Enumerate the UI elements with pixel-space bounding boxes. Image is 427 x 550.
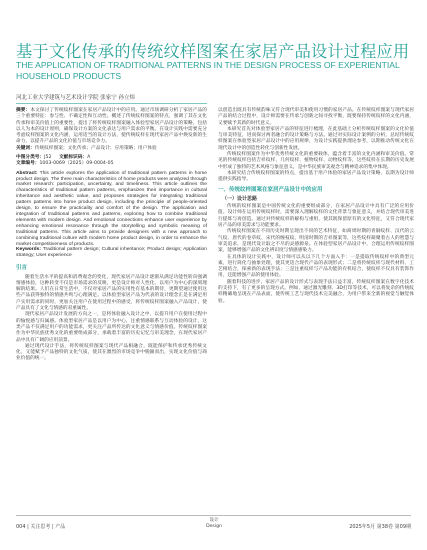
- body-paragraph-7: 在具体的设计实践中，设计师可以从以下几个方面入手：一是提取传统纹样中的典型元素，进行简化与抽象处理，使其更适合现代产品的表现形式；二是将传统纹样与现代材料、工艺相结合，探索新的表现手法；三是注重纹样与产品功能的有机结合，使纹样不仅具有装饰作用，还能增强产品的使用体验。: [218, 254, 414, 279]
- right-column: [218, 108, 414, 305]
- abstract-zh: [16, 108, 207, 146]
- intro-heading: 引言: [16, 265, 28, 272]
- clc-label: 中图分类号：: [16, 155, 45, 161]
- footer-right: 2025年5月 第38卷 第09期: [349, 524, 411, 530]
- title-en: THE APPLICATION OF TRADITIONAL PATTERNS IN THE DESIGN PROCESS OF EXPERIENTIAL HOUSEHOLD PRODUCTS: [16, 60, 400, 81]
- keywords-zh-label: 关键词：: [16, 145, 35, 151]
- body-paragraph-1: 以创造出既具有传统韵味又符合现代审美和使用习惯的家居产品。在传统纹样图案与现代家居产品的结合过程中，设计师需要在传承与创新之间寻找平衡，既要保持传统纹样的文化内涵，又要赋予其新的时代意义。: [218, 108, 414, 126]
- intro-paragraph-3: 通过现代设计手法，将传统纹样图案与现代产品相融合，既能保护和传承优秀传统文化，又能赋予产品独特的文化气质，使其在激烈的市场竞争中脱颖而出，实现文化价值与商业价值的统一。: [16, 343, 207, 362]
- abstract-en-text: This article explores the application of traditional pattern patterns in home product design. The three main characteristics of home products were analyzed through market research: participation, uncertainty, and timeliness. This article outlines the characteristics of traditional pattern patterns, emphasizes their importance in cultural inheritance and aesthetic value, and proposes strategies for integrating traditional pattern patterns into home product design, including the principle of people-oriented design, to ensure the practicality and comfort of the design. The application and integration of traditional patterns and patterns, exploring how to combine traditional elements with modern design. And emotional connections enhance user experience by enhancing emotional resonance through the storytelling and symbolic meaning of traditional patterns. This article aims to provide designers with a new approach to combining traditional culture with modern home product design, in order to enhance the market competitiveness of products.: [16, 170, 207, 247]
- abstract-en-label: Abstract:: [16, 170, 38, 176]
- keywords-zh-text: 传统纹样图案；文化传承；产品设计；应用策略；用户体验: [34, 145, 157, 151]
- body-paragraph-2: 本研究首先对体验型家居产品的特征进行梳理，在此基础上分析传统纹样图案的文化价值与审美特征，进而探讨两者融合的设计策略与方法。通过对实际设计案例的分析，总结传统纹样图案在体验型家居产品设计中的应用规律，为设计实践提供理论参考，以期推动传统文化在现代设计中的创造性转化与创新性发展。: [218, 126, 414, 151]
- body-paragraph-4: 本研究结合传统纹样图案的特点，提出基于用户体验的家居产品设计策略，以期为设计师提供实践指导。: [218, 170, 414, 183]
- title-zh: 基于文化传承的传统纹样图案在家居产品设计过程应用: [16, 42, 410, 61]
- footer-journal-logo: [200, 518, 228, 529]
- doc-code-label: 文献标识码：: [58, 155, 88, 161]
- article-no-value: 1003-0069（2025）09-0004-05: [39, 161, 114, 167]
- top-rule: [16, 103, 207, 104]
- footer-left: 004 | 关注思考 | 产品: [16, 524, 66, 530]
- abstract-zh-text: 本文探讨了传统纹样图案在家居产品设计中的应用。通过市场调研分析了家居产品的三个重要特征：参与性、不确定性和互动性。概述了传统纹样图案的特点，强调了其在文化传承和审美价值上的重要性，提出了将传统纹样图案融入体验型家居产品设计的策略，包括以人为本的设计原则，确保设计方案的文化表达与用户需求的平衡。在设计实践中需要充分考虑纹样图案的文化内涵，运用适当的设计方法，使传统纹样在现代家居产品中焕发新的生命力，以提升产品的文化价值与市场竞争力。: [16, 108, 207, 145]
- clc-value: J52: [44, 155, 52, 161]
- keywords-en-text: Traditional pattern design; Cultural inheritance; Product design; Application strategy; User experience: [16, 247, 207, 259]
- keywords-en-label: Keywords:: [16, 247, 42, 253]
- article-no-label: 文章编号：: [16, 161, 40, 167]
- body-paragraph-3: 传统纹样图案作为中华优秀传统文化的重要载体，蕴含着丰富的文化内涵和审美价值。常见的传统纹样包括吉祥纹样、几何纹样、植物纹样、动物纹样等，这些纹样在长期的历史发展中形成了独特的艺术风格与象征意义，是中华民族审美观念与精神追求的集中体现。: [218, 152, 414, 170]
- keywords-en: [16, 247, 207, 259]
- intro-paragraph-1: 随着生活水平的提高和消费观念的变化，现代家居产品设计逐渐从满足功能性转向强调情感体验，这种转变不仅是市场需求的反映，更是设计师对人性化、以用户为中心的深刻理解的结果。人们在日常生活中，不仅对家居产品的实用性有基本的期待，更期望通过使用这些产品获得独特的情感共鸣与心理满足。以体验型家居产品为代表的设计理念正是在满足用户实用需求的同时，更加关注用户在使用过程中的感受，将传统纹样图案融入产品设计，使产品具有了文化与情感的双重属性。: [16, 274, 207, 312]
- abstract-zh-label: 摘要：: [16, 108, 31, 113]
- footer-rule: [16, 515, 411, 516]
- intro-paragraph-2: 现代家居产品设计发展的方向之一，是将体验融入设计之中，以提升用户在使用过程中的愉悦感与归属感。体验型家居产品是以用户为中心，注重情感联系与互动体验的设计，这类产品不仅满足用户的功能需求，更关注产品所传达的文化意义与情感价值。传统纹样图案作为中华民族优秀文化的重要组成部分，承载着丰富的历史记忆与审美理念，在现代家居产品中具有广阔的应用前景。: [16, 312, 207, 343]
- body-paragraph-8: 随着科技的进步，家居产品的设计形式与表现手法日益丰富，传统纹样图案在数字化技术的支持下，有了更多的呈现方式。例如，通过激光雕刻、3D打印等技术，可以将复杂的传统纹样精确地呈现在产品表面，使传统工艺与现代技术完美融合，为用户带来全新的视觉与触觉体验。: [218, 279, 414, 304]
- subsection-1-heading: （一）设计思路: [222, 195, 258, 202]
- left-column: [16, 108, 207, 363]
- abstract-en: [16, 171, 207, 248]
- body-paragraph-6: 传统纹样图案在不同历史时期呈现出不同的艺术特征，如商周时期的青铜纹样、汉代的云气纹、唐代的卷草纹、宋代的缠枝纹、明清时期的吉祥图案等，这些纹样凝聚着古人的智慧与审美追求，是现代设计取之不尽的灵感源泉。在体验型家居产品设计中，合理运用传统纹样图案，能够增强产品的文化辨识度与情感感染力。: [218, 229, 414, 254]
- body-paragraph-5: 传统的纹样图案是中国传统文化的重要组成部分，在家居产品设计中具有广泛的应用价值。设计师在运用传统纹样时，需要深入理解纹样的文化背景与象征意义，并结合现代审美进行提炼与再创造。通过对传统纹样的解构与重组，使其既保留原有的文化特征，又符合现代家居产品的审美需求与功能要求。: [218, 204, 414, 229]
- section-1-heading: 一、传统纹样图案在家居产品设计中的应用: [218, 186, 323, 193]
- doc-code-value: A: [87, 155, 91, 161]
- footer-journal-name: 设计 Design: [206, 518, 222, 529]
- authors: 河北工业大学建筑与艺术设计学院 张家宁 孙立炜: [16, 95, 135, 101]
